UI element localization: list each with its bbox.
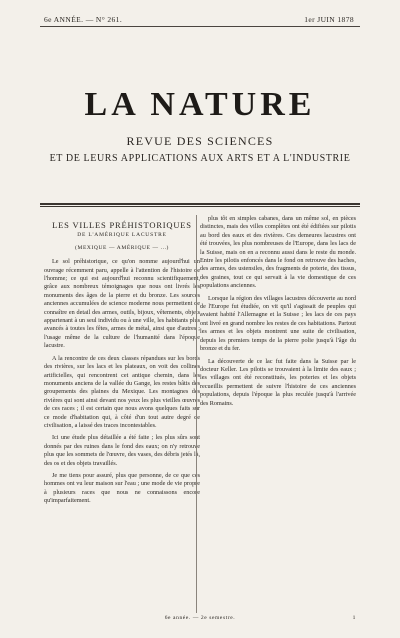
paragraph: A la rencontre de ces deux classes répandues sur les bords des rivières, sur les lacs et les plateaux, on voit des collines artificielles, qui rencontrent cet antique chemin, dans les monuments anciens de la vallée du Gange, les restes bâtis des groupements des plaines du Mexique. Les montagnes des rivières qui sont ainsi devant nos yeux les plus vieilles œuvres de ces races ; il est certain que nous avons quelques faits sur ce mode d'habitation qui, à côté d'un tout autre degré de civilisation, a laissé des traces incontestables. — [44, 354, 200, 429]
masthead-tagline: ET DE LEURS APPLICATIONS AUX ARTS ET A L'INDUSTRIE — [49, 153, 351, 164]
paragraph: Ici une étude plus détaillée a été faite ; les plus sûrs sont donnés par des ruines dans le fond des eaux; on n'y retrouve plus que les sommets de l'œuvre, des vases, des débris jetés là, des os et des objets travaillés. — [44, 434, 200, 467]
paragraph: Lorsque la région des villages lacustres découverte au nord de l'Europe fut étudiée, on vit qu'il s'agissait de peuples qui avaient habité l'Allemagne et la Suisse ; les lacs de ces pays ont livré en grand nombre les restes de ces habitations. Partout les armes et les objets montrent une suite de civilisation, depuis les premiers temps de la pierre polie jusqu'à l'âge du bronze et du fer. — [200, 294, 356, 353]
header-rule — [40, 26, 360, 27]
paragraph: La découverte de ce lac fut faite dans la Suisse par le docteur Keller. Les pilotis se trouvaient à la limite des eaux ; les villages ont été reconstitués, les poteries et les objets recueillis permettent de suivre l'histoire de ces anciennes populations, depuis l'époque la plus reculée jusqu'à l'arrivée des Romains. — [200, 357, 356, 407]
masthead-title: LA NATURE — [84, 86, 316, 123]
paragraph: Je me tiens pour assuré, plus que personne, de ce que ces hommes ont vu leur maison sur l'eau ; une mode de vie propre à plusieurs races que nous ne connaissons encore qu'imparfaitement. — [44, 471, 200, 505]
masthead-rule-thin — [40, 206, 360, 207]
article-kicker: (MEXIQUE — AMÉRIQUE — ...) — [75, 244, 169, 251]
paragraph: plus tôt en simples cabanes, dans un même sol, en pièces distinctes, mais des villes complètes ont été édifiées sur pilotis au bord des eaux et des rivières. Ces demeures lacustres ont été trouvées, les plus nombreuses de l'Europe, dans les lacs de la Suisse, mais on en a reconnu aussi dans le reste du monde. Entre les pilotis enfoncés dans le fond on retrouve des haches, des armes, des ustensiles, des fragments de poterie, des tissus, des graines, tout ce qui servait à la vie domestique de ces populations anciennes. — [200, 215, 356, 290]
footer-volume: 6e année. — 2e semestre. — [164, 615, 236, 621]
article-title: LES VILLES PRÉHISTORIQUES — [52, 220, 192, 230]
article-subtitle: DE L'AMÉRIQUE LACUSTRE — [77, 232, 167, 239]
issue-number: 6e ANNÉE. — N° 261. — [44, 15, 123, 24]
masthead-subtitle: REVUE DES SCIENCES — [126, 134, 274, 148]
column-divider — [196, 215, 197, 613]
masthead-rule — [40, 203, 360, 205]
column-right — [200, 215, 356, 412]
paragraph: Le sol préhistorique, ce qu'on nomme aujourd'hui un ouvrage récemment paru, appelle à l'attention de l'histoire de l'homme; ce qui est aujourd'hui reconnu scientifiquement, grâce aux nombreux témoignages que nous ont livrés les monuments des âges de la pierre et du bronze. Les sources anciennes accumulées de science moderne nous permettent de connaître en detail des armes, outils, bijoux, vêtements, objets appartenant à un seul individu ou à une ville, les habitants plus avancés à toutes les fêtes, armes de métal, ainsi que d'autres ; l'usage même de la culture de l'humanité dans l'époque lacustre. — [44, 258, 200, 350]
issue-date: 1er JUIN 1878 — [304, 15, 354, 24]
column-left — [44, 215, 200, 510]
page-number: 1 — [352, 615, 356, 621]
